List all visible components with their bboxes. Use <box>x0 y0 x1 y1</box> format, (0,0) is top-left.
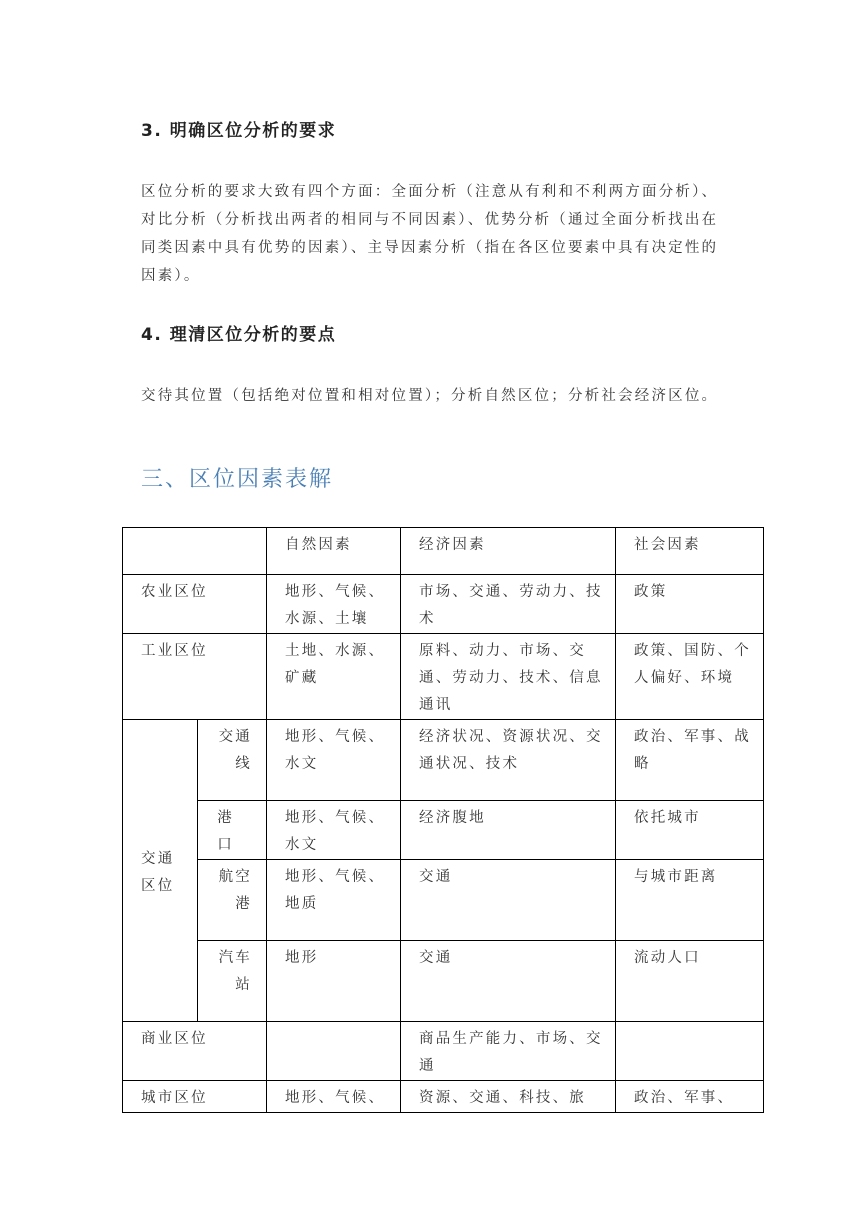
subrow-label-text: 汽车站 <box>218 950 252 993</box>
subrow-label <box>198 801 267 860</box>
economic-cell: 交通 <box>401 941 616 1022</box>
social-cell: 依托城市 <box>616 801 764 860</box>
requirements-paragraph: 区位分析的要求大致有四个方面：全面分析（注意从有利和不利两方面分析）、对比分析（分析找出两者的相同与不同因素）、优势分析（通过全面分析找出在同类因素中具有优势的因素）、主导因素分析（指在各区位要素中具有决定性的因素）。 <box>141 184 719 284</box>
subrow-label <box>198 941 267 1022</box>
key-points-paragraph: 交待其位置（包括绝对位置和相对位置）；分析自然区位；分析社会经济区位。 <box>141 388 719 404</box>
economic-cell: 经济腹地 <box>401 801 616 860</box>
social-cell: 政策、国防、个人偏好、环境 <box>616 634 764 720</box>
natural-cell: 地形、气候、水文 <box>267 720 401 801</box>
natural-cell: 地形、气候、 <box>267 1081 401 1113</box>
row-label: 城市区位 <box>123 1081 267 1113</box>
social-cell: 流动人口 <box>616 941 764 1022</box>
table-header-row <box>123 528 764 575</box>
economic-cell: 市场、交通、劳动力、技术 <box>401 575 616 634</box>
natural-cell: 地形、气候、水源、土壤 <box>267 575 401 634</box>
header-empty-cell <box>123 528 267 575</box>
row-label: 商业区位 <box>123 1022 267 1081</box>
natural-cell: 地形、气候、地质 <box>267 860 401 941</box>
natural-cell: 地形 <box>267 941 401 1022</box>
header-natural: 自然因素 <box>267 528 401 575</box>
table-row <box>123 720 764 801</box>
natural-cell: 地形、气候、水文 <box>267 801 401 860</box>
social-cell <box>616 1022 764 1081</box>
economic-cell: 资源、交通、科技、旅 <box>401 1081 616 1113</box>
subrow-label-text: 港口 <box>217 810 234 853</box>
section-heading-requirements: 3. 明确区位分析的要求 <box>141 121 337 141</box>
subrow-label-text: 交通线 <box>218 729 252 772</box>
subrow-label-text: 航空港 <box>218 869 252 912</box>
section-heading-key-points: 4. 理清区位分析的要点 <box>141 325 337 345</box>
table-row <box>123 941 764 1022</box>
table-section-title: 三、区位因素表解 <box>141 467 334 492</box>
economic-cell: 原料、动力、市场、交通、劳动力、技术、信息通讯 <box>401 634 616 720</box>
social-cell: 政治、军事、战略 <box>616 720 764 801</box>
social-cell: 政治、军事、 <box>616 1081 764 1113</box>
row-label: 农业区位 <box>123 575 267 634</box>
table-row <box>123 1081 764 1113</box>
social-cell: 与城市距离 <box>616 860 764 941</box>
social-cell: 政策 <box>616 575 764 634</box>
location-factors-table <box>122 527 764 1113</box>
table-row <box>123 634 764 720</box>
table-row <box>123 860 764 941</box>
table-row <box>123 575 764 634</box>
economic-cell: 商品生产能力、市场、交通 <box>401 1022 616 1081</box>
natural-cell <box>267 1022 401 1081</box>
header-economic: 经济因素 <box>401 528 616 575</box>
table-row <box>123 1022 764 1081</box>
table-row <box>123 801 764 860</box>
row-label: 工业区位 <box>123 634 267 720</box>
subrow-label <box>198 860 267 941</box>
economic-cell: 交通 <box>401 860 616 941</box>
natural-cell: 土地、水源、矿藏 <box>267 634 401 720</box>
economic-cell: 经济状况、资源状况、交通状况、技术 <box>401 720 616 801</box>
header-social: 社会因素 <box>616 528 764 575</box>
subrow-label <box>198 720 267 801</box>
row-label: 交通区位 <box>123 720 198 1022</box>
